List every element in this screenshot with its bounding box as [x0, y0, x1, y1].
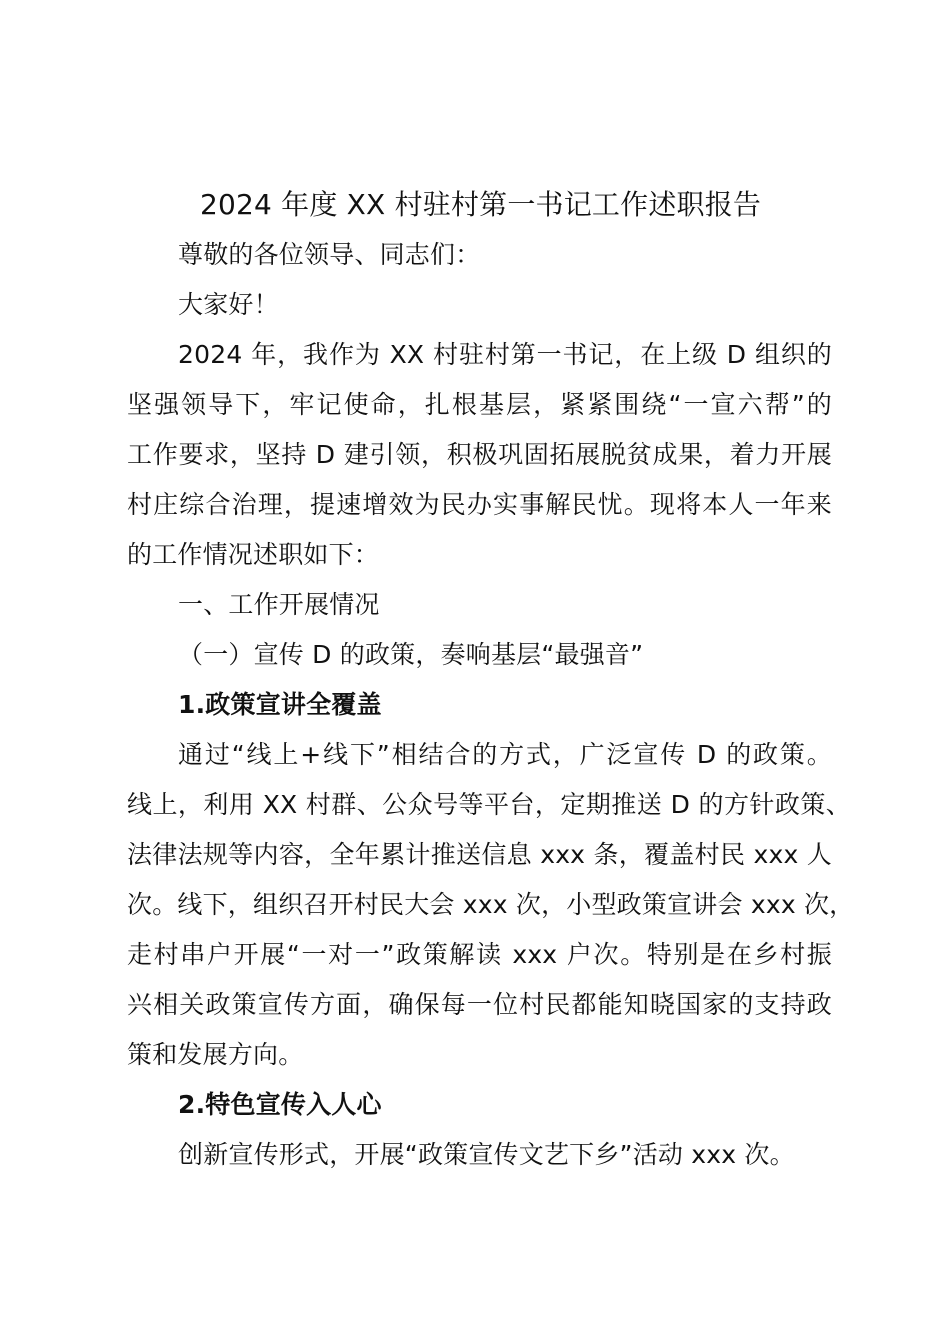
body-line: 策和发展方向。: [127, 1040, 304, 1069]
intro-line: 2024 年，我作为 XX 村驻村第一书记，在上级 D 组织的: [178, 340, 832, 369]
intro-line: 村庄综合治理，提速增效为民办实事解民忧。现将本人一年来: [127, 490, 832, 519]
greeting: 大家好！: [178, 290, 279, 319]
subsection-heading: （一）宣传 D 的政策，奏响基层“最强音”: [178, 640, 644, 669]
item-heading: 1.政策宣讲全覆盖: [178, 690, 382, 719]
body-line: 通过“线上+线下”相结合的方式，广泛宣传 D 的政策。: [178, 740, 832, 769]
intro-line: 工作要求，坚持 D 建引领，积极巩固拓展脱贫成果，着力开展: [127, 440, 832, 469]
body-line: 法律法规等内容，全年累计推送信息 xxx 条，覆盖村民 xxx 人: [127, 840, 832, 869]
body-line: 创新宣传形式，开展“政策宣传文艺下乡”活动 xxx 次。: [178, 1140, 795, 1169]
body-line: 走村串户开展“一对一”政策解读 xxx 户次。特别是在乡村振: [127, 940, 832, 969]
body-line: 兴相关政策宣传方面，确保每一位村民都能知晓国家的支持政: [127, 990, 832, 1019]
item-heading: 2.特色宣传入人心: [178, 1090, 382, 1119]
intro-line: 坚强领导下，牢记使命，扎根基层，紧紧围绕“一宣六帮”的: [127, 390, 832, 419]
body-line: 次。线下，组织召开村民大会 xxx 次，小型政策宣讲会 xxx 次，: [127, 890, 855, 919]
body-line: 线上，利用 XX 村群、公众号等平台，定期推送 D 的方针政策、: [127, 790, 851, 819]
section-heading: 一、工作开展情况: [178, 590, 380, 619]
intro-line: 的工作情况述职如下：: [127, 540, 380, 569]
document-title: 2024 年度 XX 村驻村第一书记工作述职报告: [200, 188, 762, 221]
salutation: 尊敬的各位领导、同志们：: [178, 240, 481, 269]
